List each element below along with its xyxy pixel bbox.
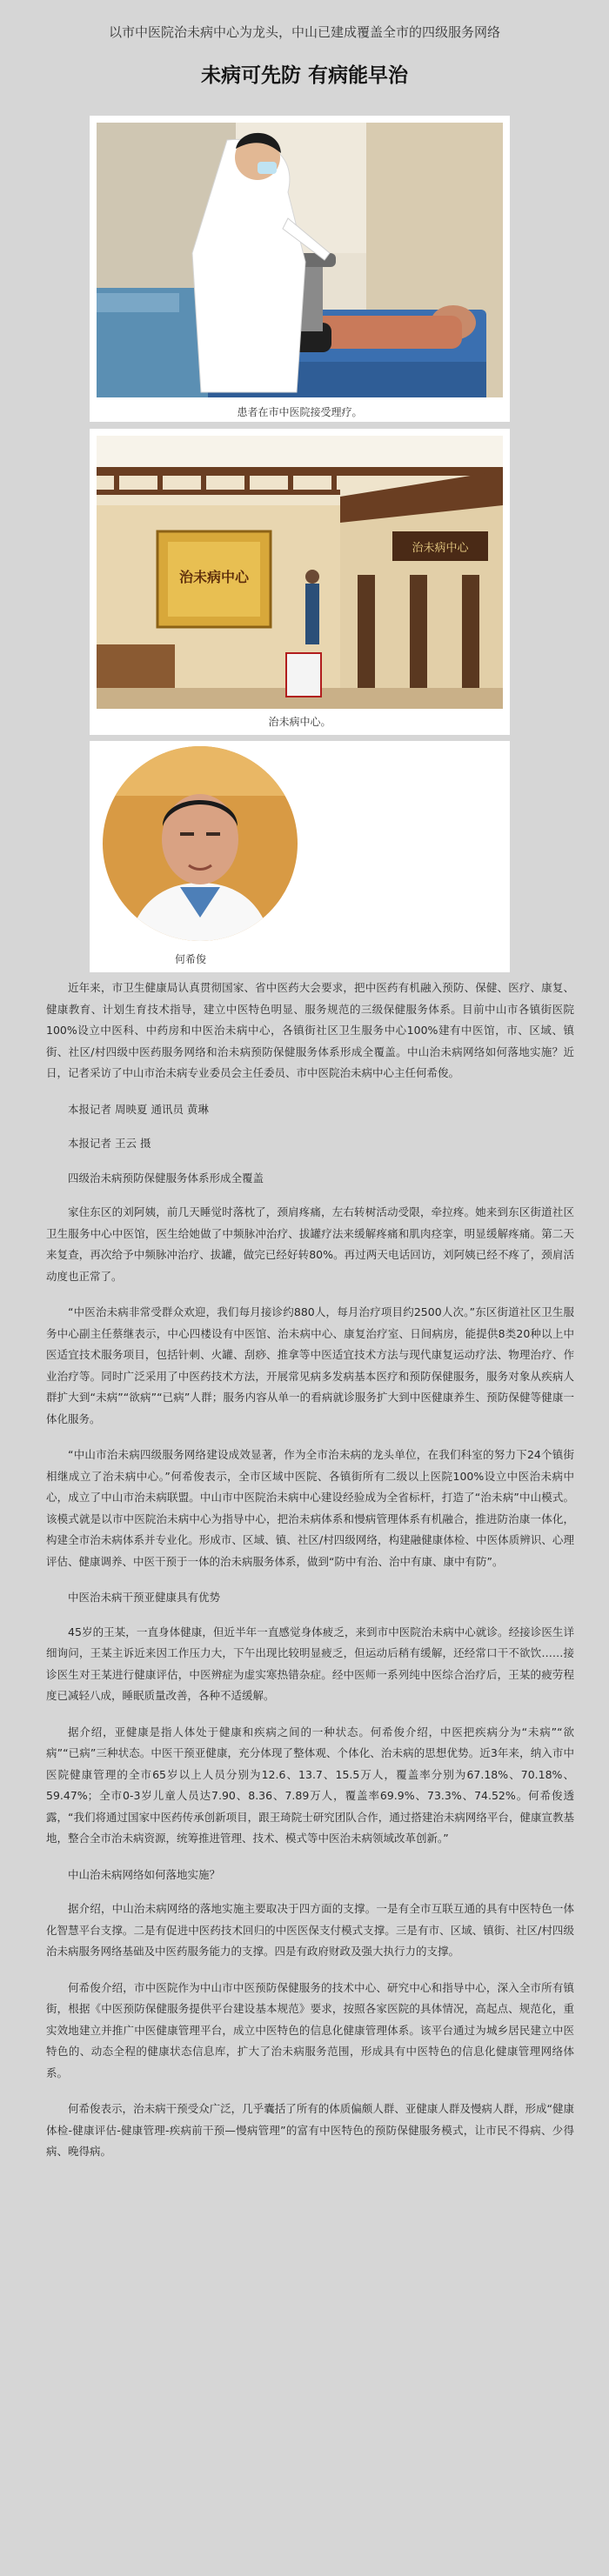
section-heading: 中医治未病干预亚健康具有优势 <box>68 1591 221 1604</box>
center-photo <box>97 436 503 709</box>
paragraph: “中山市治未病四级服务网络建设成效显著，作为全市治未病的龙头单位，在我们科室的努力下24个镇街相继成立了治未病中心。”何希俊表示，全市区域中医院、各镇街所有二级以上医院100%设立中医治未病中心，成立了中山市治未病联盟。中山市中医院治未病中心建设经验成为全省标杆，打造了“治未病”中山模式。该模式就是以市中医院治未病中心为指导中心，把治未病体系和慢病管理体系有机融合，推进防治康一体化，构建全市治未病体系并专业化。形成市、区域、镇、社区/村四级网络，构建融健康体检、中医体质辨识、心理评估、健康调养、中医干预于一体的治未病服务体系，做到“防中有治、治中有康、康中有防”。 <box>46 1448 574 1568</box>
paragraph: 据介绍，中山治未病网络的落地实施主要取决于四方面的支撑。一是有全市互联互通的具有中医特色一体化智慧平台支撑。二是有促进中医药技术回归的中医医保支付模式支撑。三是有市、区域、镇街、社区/村四级治未病服务网络基础及中医药服务能力的支撑。四是有政府财政及强大执行力的支撑。 <box>46 1902 574 1958</box>
therapy-photo <box>97 123 503 397</box>
paragraph: “中医治未病非常受群众欢迎，我们每月接诊约880人，每月治疗项目约2500人次。”东区街道社区卫生服务中心副主任蔡继表示，中心四楼设有中医馆、治未病中心、康复治疗室、日间病房，能提供8类20种以上中医适宜技术服务项目，包括针刺、火罐、刮痧、推拿等中医适宜技术方法与现代康复运动疗法、物理治疗、作业治疗等。同时广泛采用了中医药技术方法，开展常见病多发病基本医疗和预防保健服务，服务对象从疾病人群扩大到“未病”“欲病”“已病”人群；服务内容从单一的看病就诊服务扩大到中医健康养生、预防保健等健康一体化服务。 <box>46 1305 574 1425</box>
article-subtitle: 以市中医院治未病中心为龙头，中山已建成覆盖全市的四级服务网络 <box>108 24 500 40</box>
section-heading: 中山治未病网络如何落地实施？ <box>68 1867 221 1881</box>
paragraph: 何希俊介绍，市中医院作为中山市中医预防保健服务的技术中心、研究中心和指导中心，深入全市所有镇街，根据《中医预防保健服务提供平台建设基本规范》要求，按照各家医院的具体情况，高起点、规范化，重实效地建立并推广中医健康管理平台，成立中医特色的信息化健康管理体系。该平台通过为城乡居民建立中医特色的、动态全程的健康状态信息库，扩大了治未病服务范围，形成具有中医特色的信息化健康管理网络体系。 <box>46 1980 574 2079</box>
section-heading: 四级治未病预防保健服务体系形成全覆盖 <box>68 1171 264 1185</box>
article-body <box>46 978 574 2178</box>
therapy-photo-illustration <box>97 123 503 397</box>
center-photo-illustration <box>97 436 503 709</box>
paragraph: 家住东区的刘阿姨，前几天睡觉时落枕了，颈肩疼痛，左右转树活动受限，牵拉疼。她来到东区街道社区卫生服务中心中医馆，医生给她做了中频脉冲治疗、拔罐疗法来缓解疼痛和肌肉痉挛，明显缓解疼痛。第二天来复查，再次给予中频脉冲治疗、拔罐，做完已经好转80%。再过两天电话回访，刘阿姨已经不疼了，颈肩活动度也正常了。 <box>46 1205 574 1283</box>
portrait-illustration <box>93 744 307 947</box>
article-title: 未病可先防 有病能早治 <box>200 64 408 87</box>
paragraph: 何希俊表示，治未病干预受众广泛，几乎囊括了所有的体质偏颇人群、亚健康人群及慢病人群，形成“健康体检-健康评估-健康管理-疾病前干预—慢病管理”的富有中医特色的预防保健服务模式，让市民不得病、少得病、晚得病。 <box>46 2102 574 2158</box>
paragraph: 45岁的王某，一直身体健康，但近半年一直感觉身体疲乏，来到市中医院治未病中心就诊。经接诊医生详细询问，王某主诉近来因工作压力大，下午出现比较明显疲乏，但运动后稍有缓解，还经常口干不欲饮……接诊医生对王某进行健康评估，中医辨症为虚实寒热错杂症。经中医师一系列纯中医综合治疗后，王某的疲劳程度已减轻八成，睡眠质量改善，各种不适缓解。 <box>46 1625 574 1702</box>
figure-center-caption: 治未病中心。 <box>268 716 331 728</box>
figure-portrait <box>90 741 510 972</box>
paragraph: 据介绍，亚健康是指人体处于健康和疾病之间的一种状态。何希俊介绍，中医把疾病分为“未病”“欲病”“已病”三种状态。中医干预亚健康，充分体现了整体观、个体化、治未病的思想优势。近3年来，纳入市中医院健康管理的全市65岁以上人员分别为12.6、13.7、15.5万人，覆盖率分别为67.18%、70.18%、59.47%；全市0-3岁儿童人员达7.90、8.36、7.89万人，覆盖率69.9%、73.3%、74.52%。何希俊透露，“我们将通过国家中医药传承创新项目，跟王琦院士研究团队合作，通过搭建治未病网络平台，健康宣教基地，整合全市治未病资源，统筹推进管理、技术、模式等中医治未病领域改革创新。” <box>46 1725 574 1845</box>
figure-therapy <box>90 116 510 422</box>
byline-reporter: 本报记者 周映夏 通讯员 黄琳 <box>68 1102 209 1116</box>
figure-therapy-caption: 患者在市中医院接受理疗。 <box>237 406 363 418</box>
hallway-sign-text: 治未病中心 <box>412 542 469 555</box>
figure-portrait-caption: 何希俊 <box>175 953 207 965</box>
portrait-photo <box>93 744 307 947</box>
byline-photographer: 本报记者 王云 摄 <box>68 1137 151 1150</box>
center-sign-text: 治未病中心 <box>178 569 250 585</box>
figure-center <box>90 429 510 735</box>
paragraph-intro: 近年来，市卫生健康局认真贯彻国家、省中医药大会要求，把中医药有机融入预防、保健、医疗、康复、健康教育、计划生育技术指导，建立中医特色明显、服务规范的三级保健服务体系。目前中山市各镇街医院100%设立中医科、中药房和中医治未病中心，各镇街社区卫生服务中心100%建有中医馆，市、区域、镇街、社区/村四级中医药服务网络和治未病预防保健服务体系形成全覆盖。中山治未病网络如何落地实施？近日，记者采访了中山市治未病专业委员会主任委员、市中医院治未病中心主任何希俊。 <box>46 981 574 1079</box>
